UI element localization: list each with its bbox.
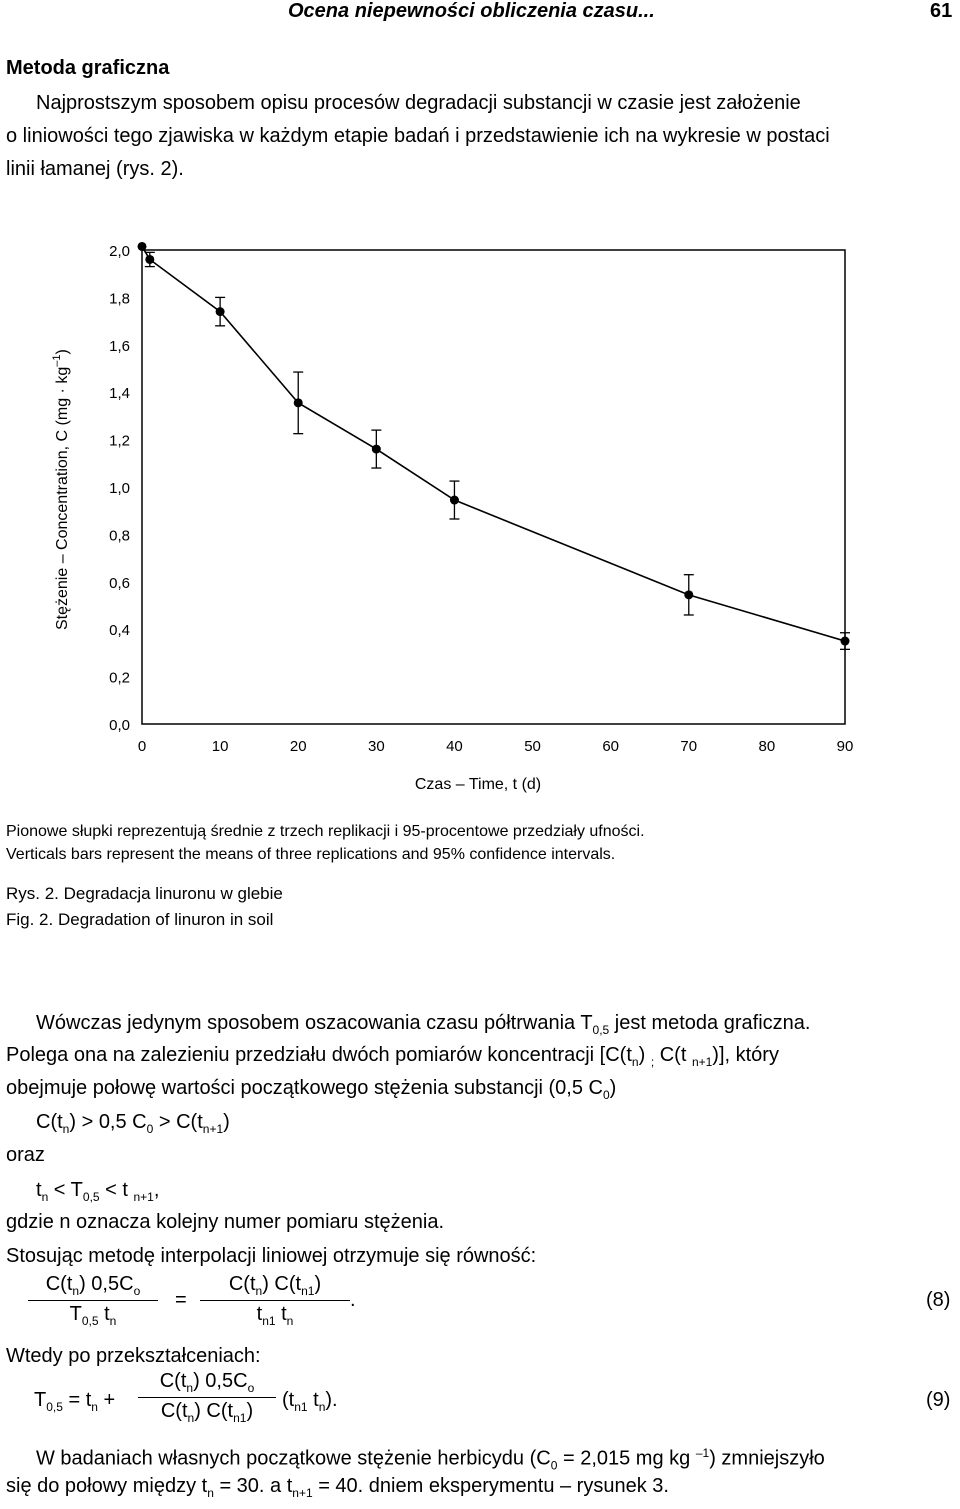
- data-point: [145, 255, 154, 264]
- data-point: [138, 242, 147, 251]
- paragraph-3: obejmuje połowę wartości początkowego stężenia substancji (0,5 $C_0$): [6, 1077, 617, 1102]
- x-tick-label: 50: [524, 738, 541, 755]
- figure-note-pl: Pionowe słupki reprezentują średnie z trzech replikacji i 95-procentowe przedziały ufności.: [6, 823, 645, 840]
- x-tick-label: 80: [758, 738, 776, 755]
- intro-line-3: linii łamanej (rys. 2).: [6, 158, 184, 180]
- x-tick-label: 0: [137, 738, 147, 755]
- inequality-1: $C(t_n) > 0,5$ $C_0 > C(t_{n+1})$: [36, 1111, 230, 1136]
- figure-note-en: Verticals bars represent the means of three replications and 95% confidence intervals.: [6, 846, 616, 863]
- data-point: [841, 637, 850, 646]
- paragraph-2: Polega ona na zalezieniu przedziału dwóch pomiarów koncentracji [$C(t_n)$ $_;$ C(t $_{n+1}$)], który: [6, 1044, 779, 1069]
- eq8-equals: =: [175, 1289, 187, 1311]
- intro-line-1: Najprostszym sposobem opisu procesów degradacji substancji w czasie jest założenie: [36, 92, 801, 114]
- eq8-dot: .: [350, 1289, 356, 1311]
- eq9-paren: ($t_{n1}$ $t_n$).: [282, 1389, 338, 1414]
- y-tick-label: 1,4: [109, 385, 130, 403]
- x-axis-label: Czas – Time, t (d): [414, 776, 542, 793]
- y-tick-label: 0,6: [109, 574, 130, 592]
- data-line: [142, 246, 845, 641]
- paragraph-5: Stosując metodę interpolacji liniowej otrzymuje się równość:: [6, 1245, 537, 1267]
- paragraph-7: W badaniach własnych początkowe stężenie herbicydu ($C_0 = 2,015$ mg kg $^{-1}$) zmniejszyło: [36, 1446, 825, 1473]
- x-tick-label: 70: [680, 738, 698, 755]
- data-point: [684, 590, 693, 599]
- eq8-number: (8): [926, 1289, 951, 1311]
- section-title: Metoda graficzna: [6, 57, 170, 79]
- x-tick-label: 30: [367, 738, 385, 755]
- eq9-number: (9): [926, 1389, 951, 1411]
- inequality-2: $t_n < T_{0,5} < t$ $_{n+1}$,: [36, 1179, 160, 1204]
- oraz-word: oraz: [6, 1144, 45, 1166]
- y-tick-label: 0,4: [109, 622, 130, 640]
- paragraph-1: Wówczas jedynym sposobem oszacowania czasu półtrwania $T_{0,5}$ jest metoda graficzna.: [36, 1012, 811, 1037]
- y-tick-label: 1,0: [109, 480, 130, 497]
- x-tick-label: 10: [211, 738, 229, 755]
- y-tick-label: 0,0: [109, 717, 130, 734]
- y-tick-label: 1,6: [109, 337, 130, 355]
- data-point: [372, 445, 381, 454]
- data-point: [450, 496, 459, 505]
- paragraph-8: się do połowy między $t_n = 30$. a $t_{n+1} = 40$. dniem eksperymentu – rysunek 3.: [6, 1475, 669, 1500]
- caption-en: Fig. 2. Degradation of linuron in soil: [6, 910, 274, 929]
- running-title: Ocena niepewności obliczenia czasu...: [288, 0, 655, 22]
- intro-line-2: o liniowości tego zjawiska w każdym etapie badań i przedstawienie ich na wykresie w postaci: [6, 125, 830, 147]
- x-tick-label: 90: [836, 738, 854, 755]
- eq8-fraction-right: $C(t_n)$ $C(t_{n1})$ $t_{n1}$ $t_n$: [200, 1273, 350, 1328]
- caption-pl: Rys. 2. Degradacja linuronu w glebie: [6, 884, 283, 903]
- x-tick-label: 40: [446, 738, 463, 755]
- y-tick-label: 0,2: [109, 669, 130, 687]
- y-tick-label: 2,0: [109, 243, 130, 260]
- y-tick-label: 1,2: [109, 432, 130, 450]
- page-number: 61: [930, 0, 953, 22]
- plot-frame: [142, 250, 845, 724]
- eq8-fraction-left: $C(t_n)$ $0,5C_o$ $T_{0,5}$ $t_n$: [28, 1273, 158, 1328]
- x-tick-label: 60: [602, 738, 620, 755]
- eq9-lhs: $T_{0,5} = t_n$ +: [34, 1389, 116, 1414]
- eq9-fraction: $C(t_n)$ $0,5C_o$ $C(t_n)$ $C(t_{n1})$: [138, 1370, 276, 1425]
- y-axis-label: Stężenie – Concentration, C $(mg \cdot kg^{-1})$: [51, 349, 71, 630]
- paragraph-4: gdzie n oznacza kolejny numer pomiaru stężenia.: [6, 1211, 445, 1233]
- data-point: [294, 398, 303, 407]
- paragraph-6: Wtedy po przekształceniach:: [6, 1345, 261, 1367]
- y-tick-label: 0,8: [109, 527, 130, 545]
- x-tick-label: 20: [289, 738, 307, 755]
- data-point: [216, 307, 225, 316]
- y-tick-label: 1,8: [109, 290, 130, 308]
